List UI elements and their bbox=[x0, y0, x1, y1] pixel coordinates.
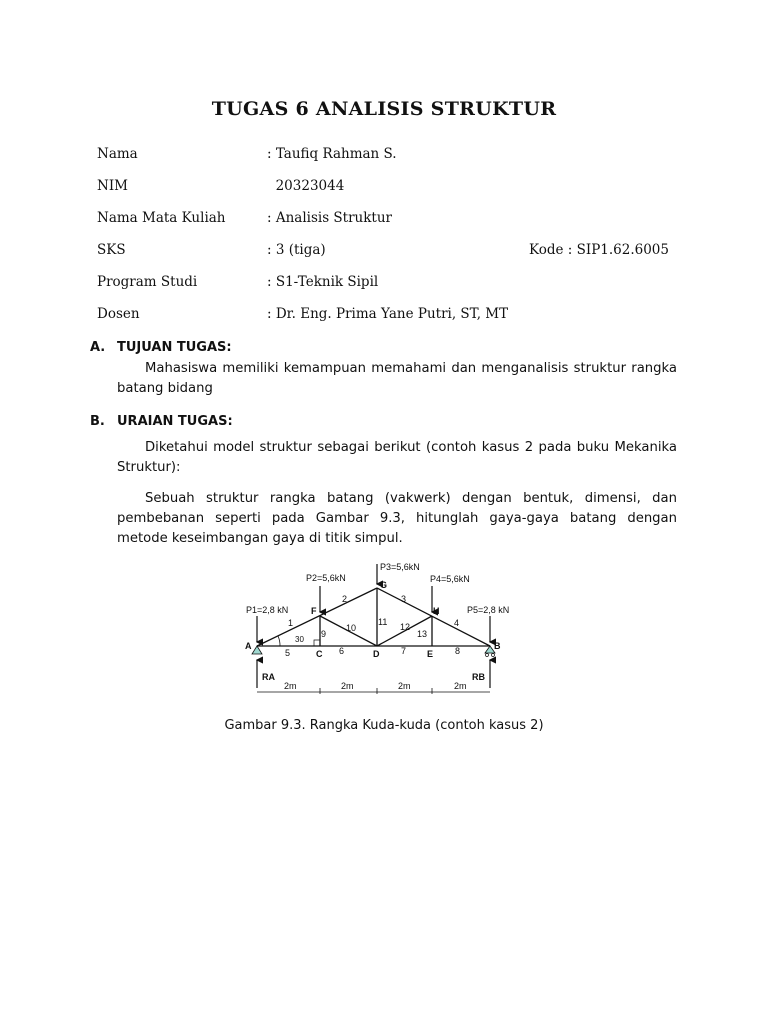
node-label: G bbox=[380, 580, 388, 590]
document-title: TUGAS 6 ANALISIS STRUKTUR bbox=[211, 98, 557, 120]
node-label: F bbox=[311, 606, 317, 616]
load-label-p3: P3=5,6kN bbox=[380, 562, 420, 572]
member-label: 6 bbox=[339, 646, 345, 656]
section-b-paragraph-1 bbox=[117, 438, 677, 478]
section-title: URAIAN TUGAS: bbox=[117, 414, 233, 429]
section-a-text bbox=[117, 359, 677, 399]
info-label: SKS bbox=[97, 242, 126, 258]
member-label: 10 bbox=[346, 623, 357, 633]
info-row-sks bbox=[97, 242, 697, 264]
info-label: Nama bbox=[97, 146, 138, 162]
paragraph-text: Sebuah struktur rangka batang (vakwerk) dengan bentuk, dimensi, dan pembebanan seperti pada Gambar 9.3, hitunglah gaya-gaya batang dengan metode keseimbangan gaya di titik simpul. bbox=[117, 491, 677, 546]
member-label: 9 bbox=[321, 629, 327, 639]
roller-wheel bbox=[486, 654, 489, 657]
reaction-label-ra: RA bbox=[262, 672, 275, 682]
info-label: Nama Mata Kuliah bbox=[97, 210, 226, 226]
section-b-paragraph-2 bbox=[117, 489, 677, 549]
course-code: Kode : SIP1.62.6005 bbox=[529, 242, 669, 258]
span-label: 2m bbox=[284, 681, 297, 691]
info-label: Dosen bbox=[97, 306, 140, 322]
info-value: : Analisis Struktur bbox=[267, 210, 393, 226]
node-label: H bbox=[433, 606, 440, 616]
info-row-program-studi bbox=[97, 274, 697, 296]
section-title: TUJUAN TUGAS: bbox=[117, 340, 232, 355]
figure-caption: Gambar 9.3. Rangka Kuda-kuda (contoh kasus 2) bbox=[224, 718, 544, 733]
info-row-mata-kuliah bbox=[97, 210, 697, 232]
right-angle-mark bbox=[314, 640, 320, 646]
span-label: 2m bbox=[341, 681, 354, 691]
member-label: 12 bbox=[400, 622, 411, 632]
load-label-p5: P5=2,8 kN bbox=[467, 605, 510, 615]
info-value: 20323044 bbox=[267, 178, 345, 194]
member-label: 3 bbox=[401, 594, 407, 604]
span-label: 2m bbox=[454, 681, 467, 691]
node-label: B bbox=[494, 641, 501, 651]
roller-wheel bbox=[492, 654, 495, 657]
truss-members bbox=[257, 588, 490, 646]
member-label: 1 bbox=[288, 618, 294, 628]
info-row-nim bbox=[97, 178, 697, 200]
node-label: C bbox=[316, 649, 323, 659]
member-label: 2 bbox=[342, 594, 348, 604]
node-label: D bbox=[373, 649, 380, 659]
load-label-p2: P2=5,6kN bbox=[306, 573, 346, 583]
load-label-p4: P4=5,6kN bbox=[430, 574, 470, 584]
info-value: : 3 (tiga) bbox=[267, 242, 326, 258]
section-b-heading bbox=[90, 414, 233, 429]
info-row-dosen bbox=[97, 306, 697, 328]
info-value: : S1-Teknik Sipil bbox=[267, 274, 379, 290]
info-label: NIM bbox=[97, 178, 128, 194]
info-value: : Dr. Eng. Prima Yane Putri, ST, MT bbox=[267, 306, 509, 322]
span-label: 2m bbox=[398, 681, 411, 691]
node-label: A bbox=[245, 641, 252, 651]
member-label: 4 bbox=[454, 618, 460, 628]
member-label: 5 bbox=[285, 648, 291, 658]
info-row-nama bbox=[97, 146, 697, 168]
angle-label: 30 bbox=[295, 635, 304, 644]
angle-arc bbox=[278, 636, 280, 646]
member-label: 7 bbox=[401, 646, 407, 656]
section-letter: A. bbox=[90, 340, 106, 355]
node-label: E bbox=[427, 649, 434, 659]
paragraph-text: Diketahui model struktur sebagai berikut (contoh kasus 2 pada buku Mekanika Struktur): bbox=[117, 440, 677, 475]
member-label: 11 bbox=[378, 617, 388, 627]
section-a-heading bbox=[90, 340, 232, 355]
section-letter: B. bbox=[90, 414, 105, 429]
reaction-label-rb: RB bbox=[472, 672, 485, 682]
member-label: 8 bbox=[455, 646, 461, 656]
load-label-p1: P1=2,8 kN bbox=[246, 605, 289, 615]
paragraph-text: Mahasiswa memiliki kemampuan memahami dan menganalisis struktur rangka batang bidang bbox=[117, 361, 677, 396]
member-label: 13 bbox=[417, 629, 428, 639]
pin-support bbox=[252, 646, 262, 654]
truss-diagram bbox=[240, 560, 520, 700]
info-value: : Taufiq Rahman S. bbox=[267, 146, 397, 162]
info-label: Program Studi bbox=[97, 274, 198, 290]
